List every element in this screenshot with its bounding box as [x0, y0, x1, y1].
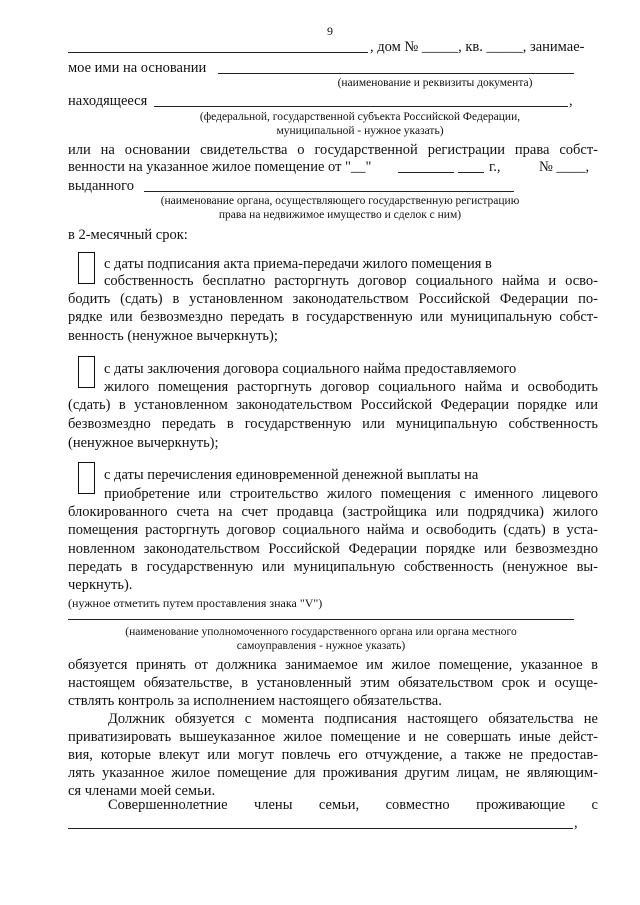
basis-label: мое ими на основании: [68, 60, 207, 76]
option-3-line: с даты перечисления единовременной денежной выплаты на: [104, 467, 479, 483]
ownership-blank: [154, 106, 568, 107]
family-word: Совершеннолетние: [108, 797, 228, 813]
option-1-line: собственность бесплатно расторгнуть договор социального найма и осво-: [104, 273, 598, 289]
option-2-line: (сдать) в установленном законодательством Российской Федерации порядке или: [68, 397, 598, 413]
certificate-line: или на основании свидетельства о государственной регистрации права собст-: [68, 142, 598, 158]
debtor-paragraph-line: вия, которые влекут или могут повлечь его отчуждение, а также не предостав-: [68, 747, 598, 763]
document-caption: (наименование и реквизиты документа): [337, 77, 533, 89]
issuer-caption-1: (наименование органа, осуществляющего государственную регистрацию: [160, 195, 520, 207]
option-3-line: новленном законодательством Российской Федерации порядке или безвозмездно: [68, 541, 598, 557]
certificate-year-suffix: г.,: [489, 159, 501, 175]
address-blank: [68, 52, 368, 53]
house-apartment-text: , дом № _____, кв. _____, занимае-: [370, 39, 585, 55]
option-3-line: передать в государственную или муниципальную собственность (ненужное вы-: [68, 559, 598, 575]
debtor-paragraph-line: приватизировать вышеуказанное жилое помещение и не совершать иные дейст-: [68, 729, 598, 745]
term-label: в 2-месячный срок:: [68, 227, 188, 243]
family-word: члены: [253, 797, 293, 813]
issued-label: выданного: [68, 178, 135, 194]
obligation-paragraph-line: обязуется принять от должника занимаемое им жилое помещение, указанное в: [68, 657, 598, 673]
obligation-paragraph-line: настоящем обязательстве, в установленный этим обязательством срок и осуще-: [68, 675, 598, 691]
option-3-line: помещения расторгнуть договор социального найма и освободить (сдать) в уста-: [68, 522, 598, 538]
certificate-number: № ____,: [539, 159, 590, 175]
mark-note: (нужное отметить путем проставления знака "V"): [68, 596, 323, 610]
located-label: находящееся: [68, 93, 148, 109]
option-1-line: венность (ненужное вычеркнуть);: [68, 328, 278, 344]
family-word: проживающие: [476, 797, 566, 813]
issuer-blank: [144, 191, 514, 192]
debtor-paragraph-line: ся членами моей семьи.: [68, 783, 216, 799]
option-3-checkbox[interactable]: [78, 462, 95, 494]
family-members-comma: ,: [574, 815, 578, 831]
option-2-line: жилого помещения расторгнуть договор социального найма и освободить: [104, 379, 598, 395]
obligation-paragraph-line: ствлять контроль за исполнением настоящего обязательства.: [68, 693, 442, 709]
family-members-blank: [68, 828, 573, 829]
debtor-paragraph-line: лять указанное жилое помещение для проживания другим лицам, не являющим-: [68, 765, 598, 781]
option-1-checkbox[interactable]: [78, 252, 95, 284]
certificate-year-blank: [458, 172, 484, 173]
ownership-caption-1: (федеральной, государственной субъекта Российской Федерации,: [199, 111, 521, 123]
organization-caption-2: самоуправления - нужное указать): [236, 640, 406, 652]
option-3-line: блокированного счета на счет продавца (застройщика или подрядчика) жилого: [68, 504, 598, 520]
certificate-date-text: венности на указанное жилое помещение от "__": [68, 159, 372, 175]
ownership-caption-2: муниципальной - нужное указать): [276, 125, 444, 137]
option-1-line: бодить (сдать) в установленном законодательством Российской Федерации по-: [68, 291, 598, 307]
option-1-line: с даты подписания акта приема-передачи жилого помещения в: [104, 256, 492, 272]
option-2-line: безвозмездно передать в государственную или муниципальную собственность: [68, 416, 598, 432]
issuer-caption-2: права на недвижимое имущество и сделок с ним): [218, 209, 462, 221]
family-word: совместно: [385, 797, 450, 813]
family-members-line: [108, 796, 598, 814]
basis-document-blank: [218, 73, 574, 74]
debtor-paragraph-line: Должник обязуется с момента подписания настоящего обязательства не: [108, 711, 598, 727]
option-1-line: рядке или безвозмездно передать в государственную или муниципальную собст-: [68, 309, 598, 325]
page-number: 9: [327, 24, 333, 38]
family-word: с: [591, 797, 598, 813]
organization-blank: [68, 619, 574, 620]
family-word: семьи,: [318, 797, 360, 813]
organization-caption-1: (наименование уполномоченного государственного органа или органа местного: [125, 626, 517, 638]
option-3-line: приобретение или строительство жилого помещения с именного лицевого: [104, 486, 598, 502]
ownership-comma: ,: [569, 93, 573, 109]
certificate-month-blank: [398, 172, 454, 173]
option-3-line: черкнуть).: [68, 577, 133, 593]
option-2-line: (ненужное вычеркнуть);: [68, 435, 219, 451]
option-2-line: с даты заключения договора социального найма предоставляемого: [104, 361, 517, 377]
option-2-checkbox[interactable]: [78, 356, 95, 388]
